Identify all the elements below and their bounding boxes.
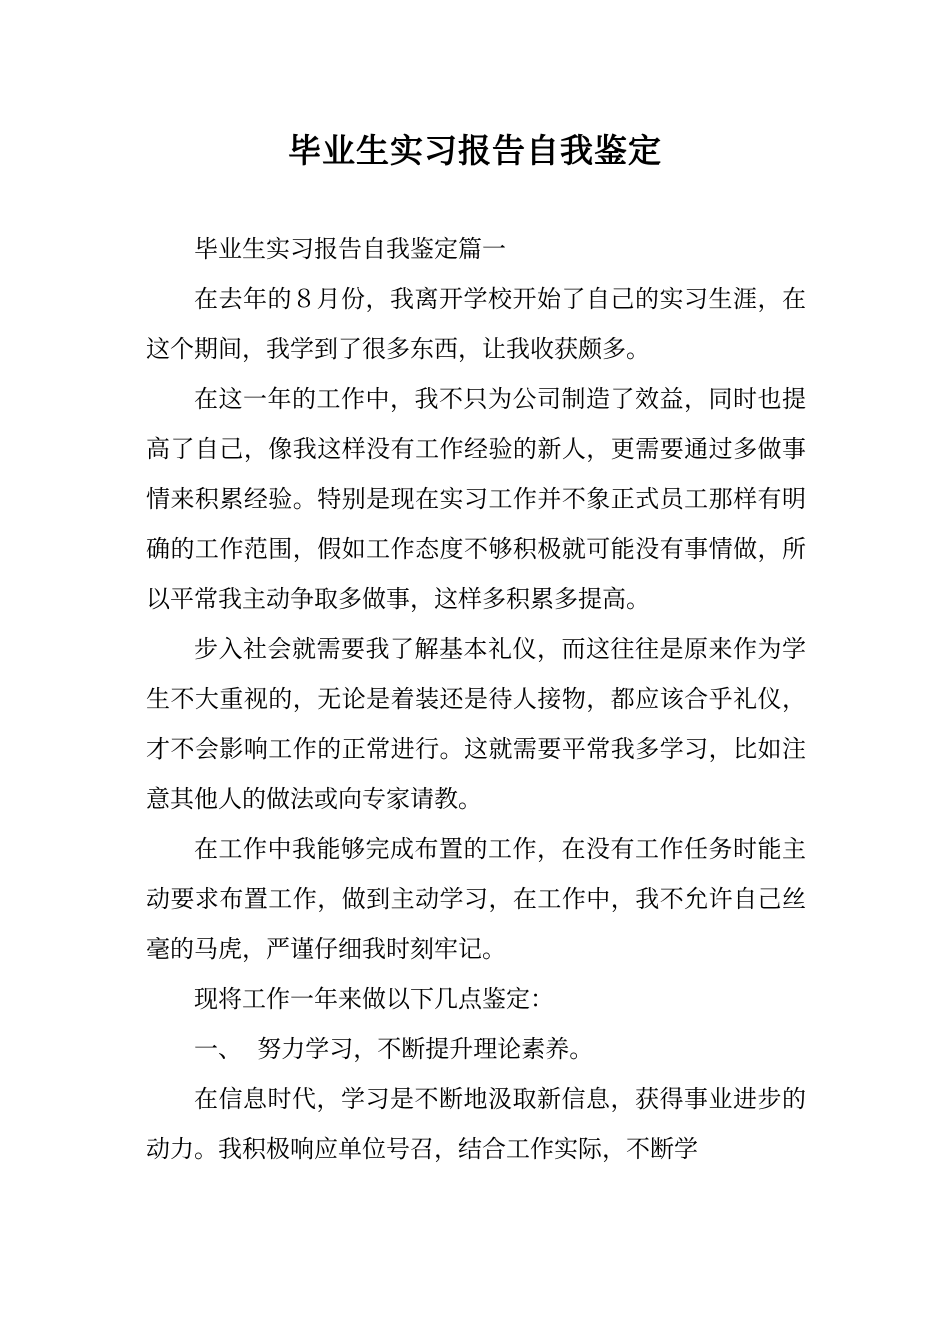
paragraph: 在工作中我能够完成布置的工作，在没有工作任务时能主动要求布置工作，做到主动学习，在工作中，我不允许自己丝毫的马虎，严谨仔细我时刻牢记。 <box>146 835 806 963</box>
document-body <box>146 224 806 1174</box>
paragraph: 在这一年的工作中，我不只为公司制造了效益，同时也提高了自己，像我这样没有工作经验的新人，更需要通过多做事情来积累经验。特别是现在实习工作并不象正式员工那样有明确的工作范围，假如工作态度不够积极就可能没有事情做，所以平常我主动争取多做事，这样多积累多提高。 <box>146 385 806 613</box>
paragraph: 在去年的８月份，我离开学校开始了自己的实习生涯，在这个期间，我学到了很多东西，让我收获颇多。 <box>146 285 806 363</box>
paragraph: 步入社会就需要我了解基本礼仪，而这往往是原来作为学生不大重视的，无论是着装还是待人接物，都应该合乎礼仪，才不会影响工作的正常进行。这就需要平常我多学习，比如注意其他人的做法或向专家请教。 <box>146 635 806 813</box>
paragraph: 在信息时代，学习是不断地汲取新信息，获得事业进步的动力。我积极响应单位号召，结合工作实际，不断学 <box>146 1085 806 1163</box>
document-title: 毕业生实习报告自我鉴定 <box>288 131 662 170</box>
section-heading: 毕业生实习报告自我鉴定篇一 <box>194 235 506 263</box>
list-item-heading: 一、 努力学习，不断提升理论素养。 <box>194 1035 594 1063</box>
paragraph: 现将工作一年来做以下几点鉴定： <box>194 985 554 1013</box>
